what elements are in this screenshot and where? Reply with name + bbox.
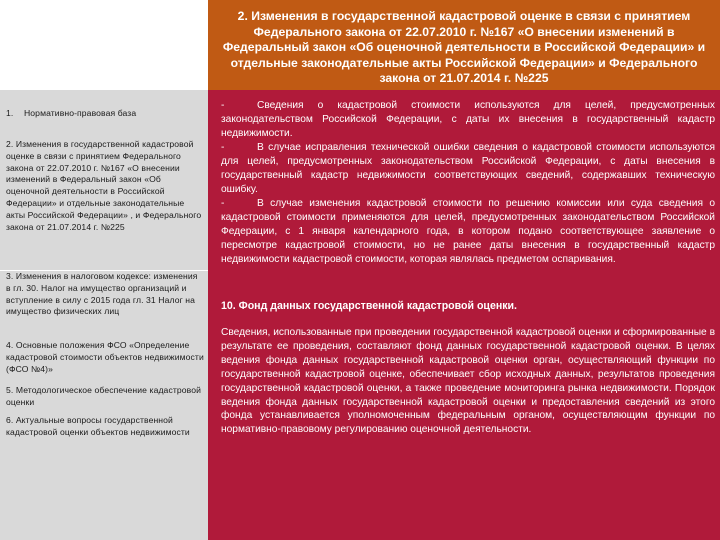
sidebar-item-fso4[interactable] <box>0 340 208 384</box>
sidebar-item-cadastral-changes[interactable] <box>0 139 208 267</box>
paragraph-text: Сведения о кадастровой стоимости используются для целей, предусмотренных законодательством Российской Федерации, с даты их внесения в государственный кадастр недвижимости. <box>221 100 715 139</box>
sidebar-item-tax-code[interactable] <box>0 270 208 334</box>
sidebar-item-label: 5. Методологическое обеспечение кадастровой оценки <box>6 385 201 407</box>
sidebar-item-label: 2. Изменения в государственной кадастровой оценке в связи с принятием Федерального закона от 22.07.2010 г. №167 «О внесении изменений в Федеральный закон «Об оценочной деятельности в Российской Федерации» и отдельные законодательные акты Российской Федерации» , и Федерального закона от 21.07.2014 г. №225 <box>6 139 202 232</box>
dash-marker: - <box>221 100 225 111</box>
sidebar-item-label: 6. Актуальные вопросы государственной кадастровой оценки объектов недвижимости <box>6 415 190 437</box>
sidebar-item-label: Нормативно-правовая база <box>24 108 137 118</box>
sidebar-item-label: 4. Основные положения ФСО «Определение кадастровой стоимости объектов недвижимости (ФСО №4)» <box>6 340 204 374</box>
paragraph: Сведения, использованные при проведении государственной кадастровой оценки и сформированные в результате ее проведения, составляют фонд данных государственной кадастровой оценки. В целях ведения фонда данных государственной кадастровой оценки орган, осуществляющий функции по государственной кадастровой оценке, обеспечивает сбор исходных данных, результатов проведения государственной кадастровой оценки, а также проведение мониторинга рынка недвижимости. Порядок ведения фонда данных государственной кадастровой оценки и предоставления сведений из этого фонда устанавливается уполномоченным федеральным органом, осуществляющим функции по нормативно-правовому регулированию оценочной деятельности. <box>221 327 715 436</box>
sidebar-item-normative-base[interactable] <box>0 108 208 136</box>
slide-title: 2. Изменения в государственной кадастровой оценке в связи с принятием Федерального закона от 22.07.2010 г. №167 «О внесении изменений в Федеральный закон «Об оценочной деятельности в Российской Федерации» и отдельные законодательные акты Российской Федерации» и Федерального закона от 21.07.2014 г. №225 <box>208 0 720 90</box>
top-left-blank <box>0 0 208 90</box>
dash-marker: - <box>221 142 225 153</box>
main-content <box>208 90 720 540</box>
paragraph-text: В случае исправления технической ошибки сведения о кадастровой стоимости используются для целей, предусмотренных законодательством Российской Федерации, с даты внесения в государственный кадастр недвижимости соответствующих сведений, содержавших техническую ошибку. <box>221 142 715 195</box>
paragraph-text: В случае изменения кадастровой стоимости по решению комиссии или суда сведения о кадастровой стоимости применяются для целей, предусмотренных законодательством Российской Федерации, с 1 января календарного года, в котором подано соответствующее заявление о пересмотре кадастровой стоимости, но не ранее даты внесения в государственный кадастр недвижимости кадастровой стоимости, которая являлась предметом оспаривания. <box>221 198 715 265</box>
section-heading: 10. Фонд данных государственной кадастровой оценки. <box>221 300 517 312</box>
sidebar-item-current-issues[interactable] <box>0 415 208 455</box>
paragraph <box>221 141 715 197</box>
dash-marker: - <box>221 198 225 209</box>
sidebar-item-number: 1. <box>6 108 14 118</box>
paragraph <box>221 99 715 141</box>
paragraph <box>221 197 715 267</box>
sidebar-item-methodology[interactable] <box>0 385 208 415</box>
sidebar-item-label: 3. Изменения в налоговом кодексе: изменения в гл. 30. Налог на имущество организаций и вступление в силу с 2015 года гл. 31 Налог на имущество физических лиц <box>6 271 198 317</box>
